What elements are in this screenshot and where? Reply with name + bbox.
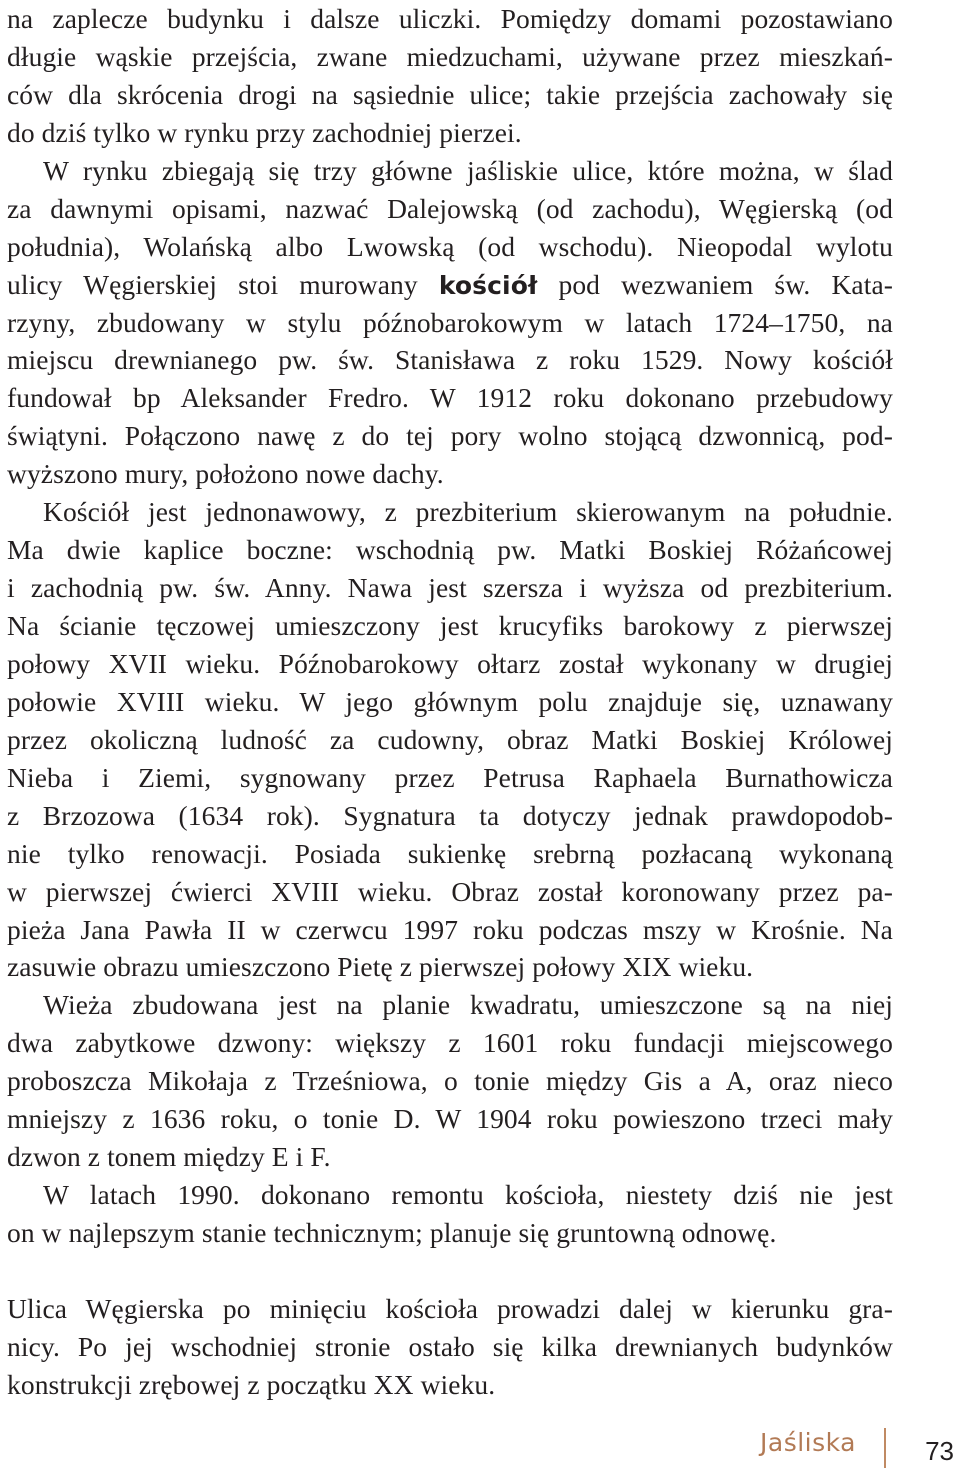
text-line: do dziś tylko w rynku przy zachodniej pierzei. xyxy=(7,116,522,148)
text-segment: ulicy Węgierskiej stoi murowany xyxy=(7,268,418,300)
text-line: ców dla skrócenia drogi na sąsiednie ulice; takie przejścia zachowały się xyxy=(7,78,893,110)
text-line: W rynku zbiegają się trzy główne jaśliskie ulice, które można, w ślad xyxy=(43,154,893,186)
keyword-church: kościół xyxy=(438,270,538,300)
text-segment: pod wezwaniem św. Kata- xyxy=(558,268,894,300)
text-line: dzwon z tonem między E i F. xyxy=(7,1141,331,1173)
text-line: przez okoliczną ludność za cudowny, obraz Matki Boskiej Królowej xyxy=(7,723,893,755)
text-line: nicy. Po jej wschodniej stronie ostało się kilka drewnianych budynków xyxy=(7,1330,893,1362)
text-line: proboszcza Mikołaja z Trześniowa, o tonie między Gis a A, oraz nieco xyxy=(7,1065,893,1097)
text-line: nie tylko renowacji. Posiada sukienkę srebrną pozłacaną wykonaną xyxy=(7,837,893,869)
text-line: Ulica Węgierska po minięciu kościoła prowadzi dalej w kierunku gra- xyxy=(7,1292,893,1324)
text-line xyxy=(7,266,893,304)
text-line: on w najlepszym stanie technicznym; planuje się gruntowną odnowę. xyxy=(7,1217,777,1248)
text-line: za dawnymi opisami, nazwać Dalejowską (od zachodu), Węgierską (od xyxy=(7,192,893,224)
text-line: Nieba i Ziemi, sygnowany przez Petrusa Raphaela Burnathowicza xyxy=(7,761,893,793)
page-footer xyxy=(0,1422,960,1470)
page-body xyxy=(7,0,893,1404)
text-line: konstrukcji zrębowej z początku XX wieku. xyxy=(7,1368,496,1400)
text-line: Na ścianie tęczowej umieszczony jest krucyfiks barokowy z pierwszej xyxy=(7,610,893,641)
text-line: połowy XVII wieku. Późnobarokowy ołtarz został wykonany w drugiej xyxy=(7,647,893,679)
paragraph-gap xyxy=(7,1252,893,1290)
text-line: miejscu drewnianego pw. św. Stanisława z roku 1529. Nowy kościół xyxy=(7,344,893,376)
text-line: zasuwie obrazu umieszczono Pietę z pierwszej połowy XIX wieku. xyxy=(7,951,754,983)
text-line: świątyni. Połączono nawę z do tej pory wolno stojącą dzwonnicą, pod- xyxy=(7,420,893,452)
text-line: długie wąskie przejścia, zwane miedzuchami, używane przez mieszkań- xyxy=(7,40,893,72)
text-line: południa), Wolańską albo Lwowską (od wschodu). Nieopodal wylotu xyxy=(7,230,893,262)
text-line: połowie XVIII wieku. W jego głównym polu znajduje się, uznawany xyxy=(7,685,893,717)
running-title: Jaśliska xyxy=(760,1428,856,1457)
text-line: fundował bp Aleksander Fredro. W 1912 roku dokonano przebudowy xyxy=(7,382,893,414)
footer-divider xyxy=(884,1428,886,1468)
text-line: na zaplecze budynku i dalsze uliczki. Pomiędzy domami pozostawiano xyxy=(7,3,893,34)
text-line: i zachodnią pw. św. Anny. Nawa jest szersza i wyższa od prezbiterium. xyxy=(7,572,893,604)
text-line: z Brzozowa (1634 rok). Sygnatura ta dotyczy jednak prawdopodob- xyxy=(7,799,893,831)
text-line: dwa zabytkowe dzwony: większy z 1601 roku fundacji miejscowego xyxy=(7,1027,893,1059)
text-line: rzyny, zbudowany w stylu późnobarokowym w latach 1724–1750, na xyxy=(7,306,893,338)
text-line: Wieża zbudowana jest na planie kwadratu, umieszczone są na niej xyxy=(43,989,893,1021)
text-line: mniejszy z 1636 roku, o tonie D. W 1904 roku powieszono trzeci mały xyxy=(7,1103,893,1135)
text-line: W latach 1990. dokonano remontu kościoła, niestety dziś nie jest xyxy=(43,1179,893,1211)
text-line: wyższono mury, położono nowe dachy. xyxy=(7,458,444,490)
text-line: Kościół jest jednonawowy, z prezbiterium skierowanym na południe. xyxy=(43,496,893,528)
text-line: pieża Jana Pawła II w czerwcu 1997 roku podczas mszy w Krośnie. Na xyxy=(7,913,893,945)
page-number: 73 xyxy=(925,1436,954,1466)
text-line: Ma dwie kaplice boczne: wschodnią pw. Matki Boskiej Różańcowej xyxy=(7,534,893,566)
text-line: w pierwszej ćwierci XVIII wieku. Obraz został koronowany przez pa- xyxy=(7,875,893,907)
